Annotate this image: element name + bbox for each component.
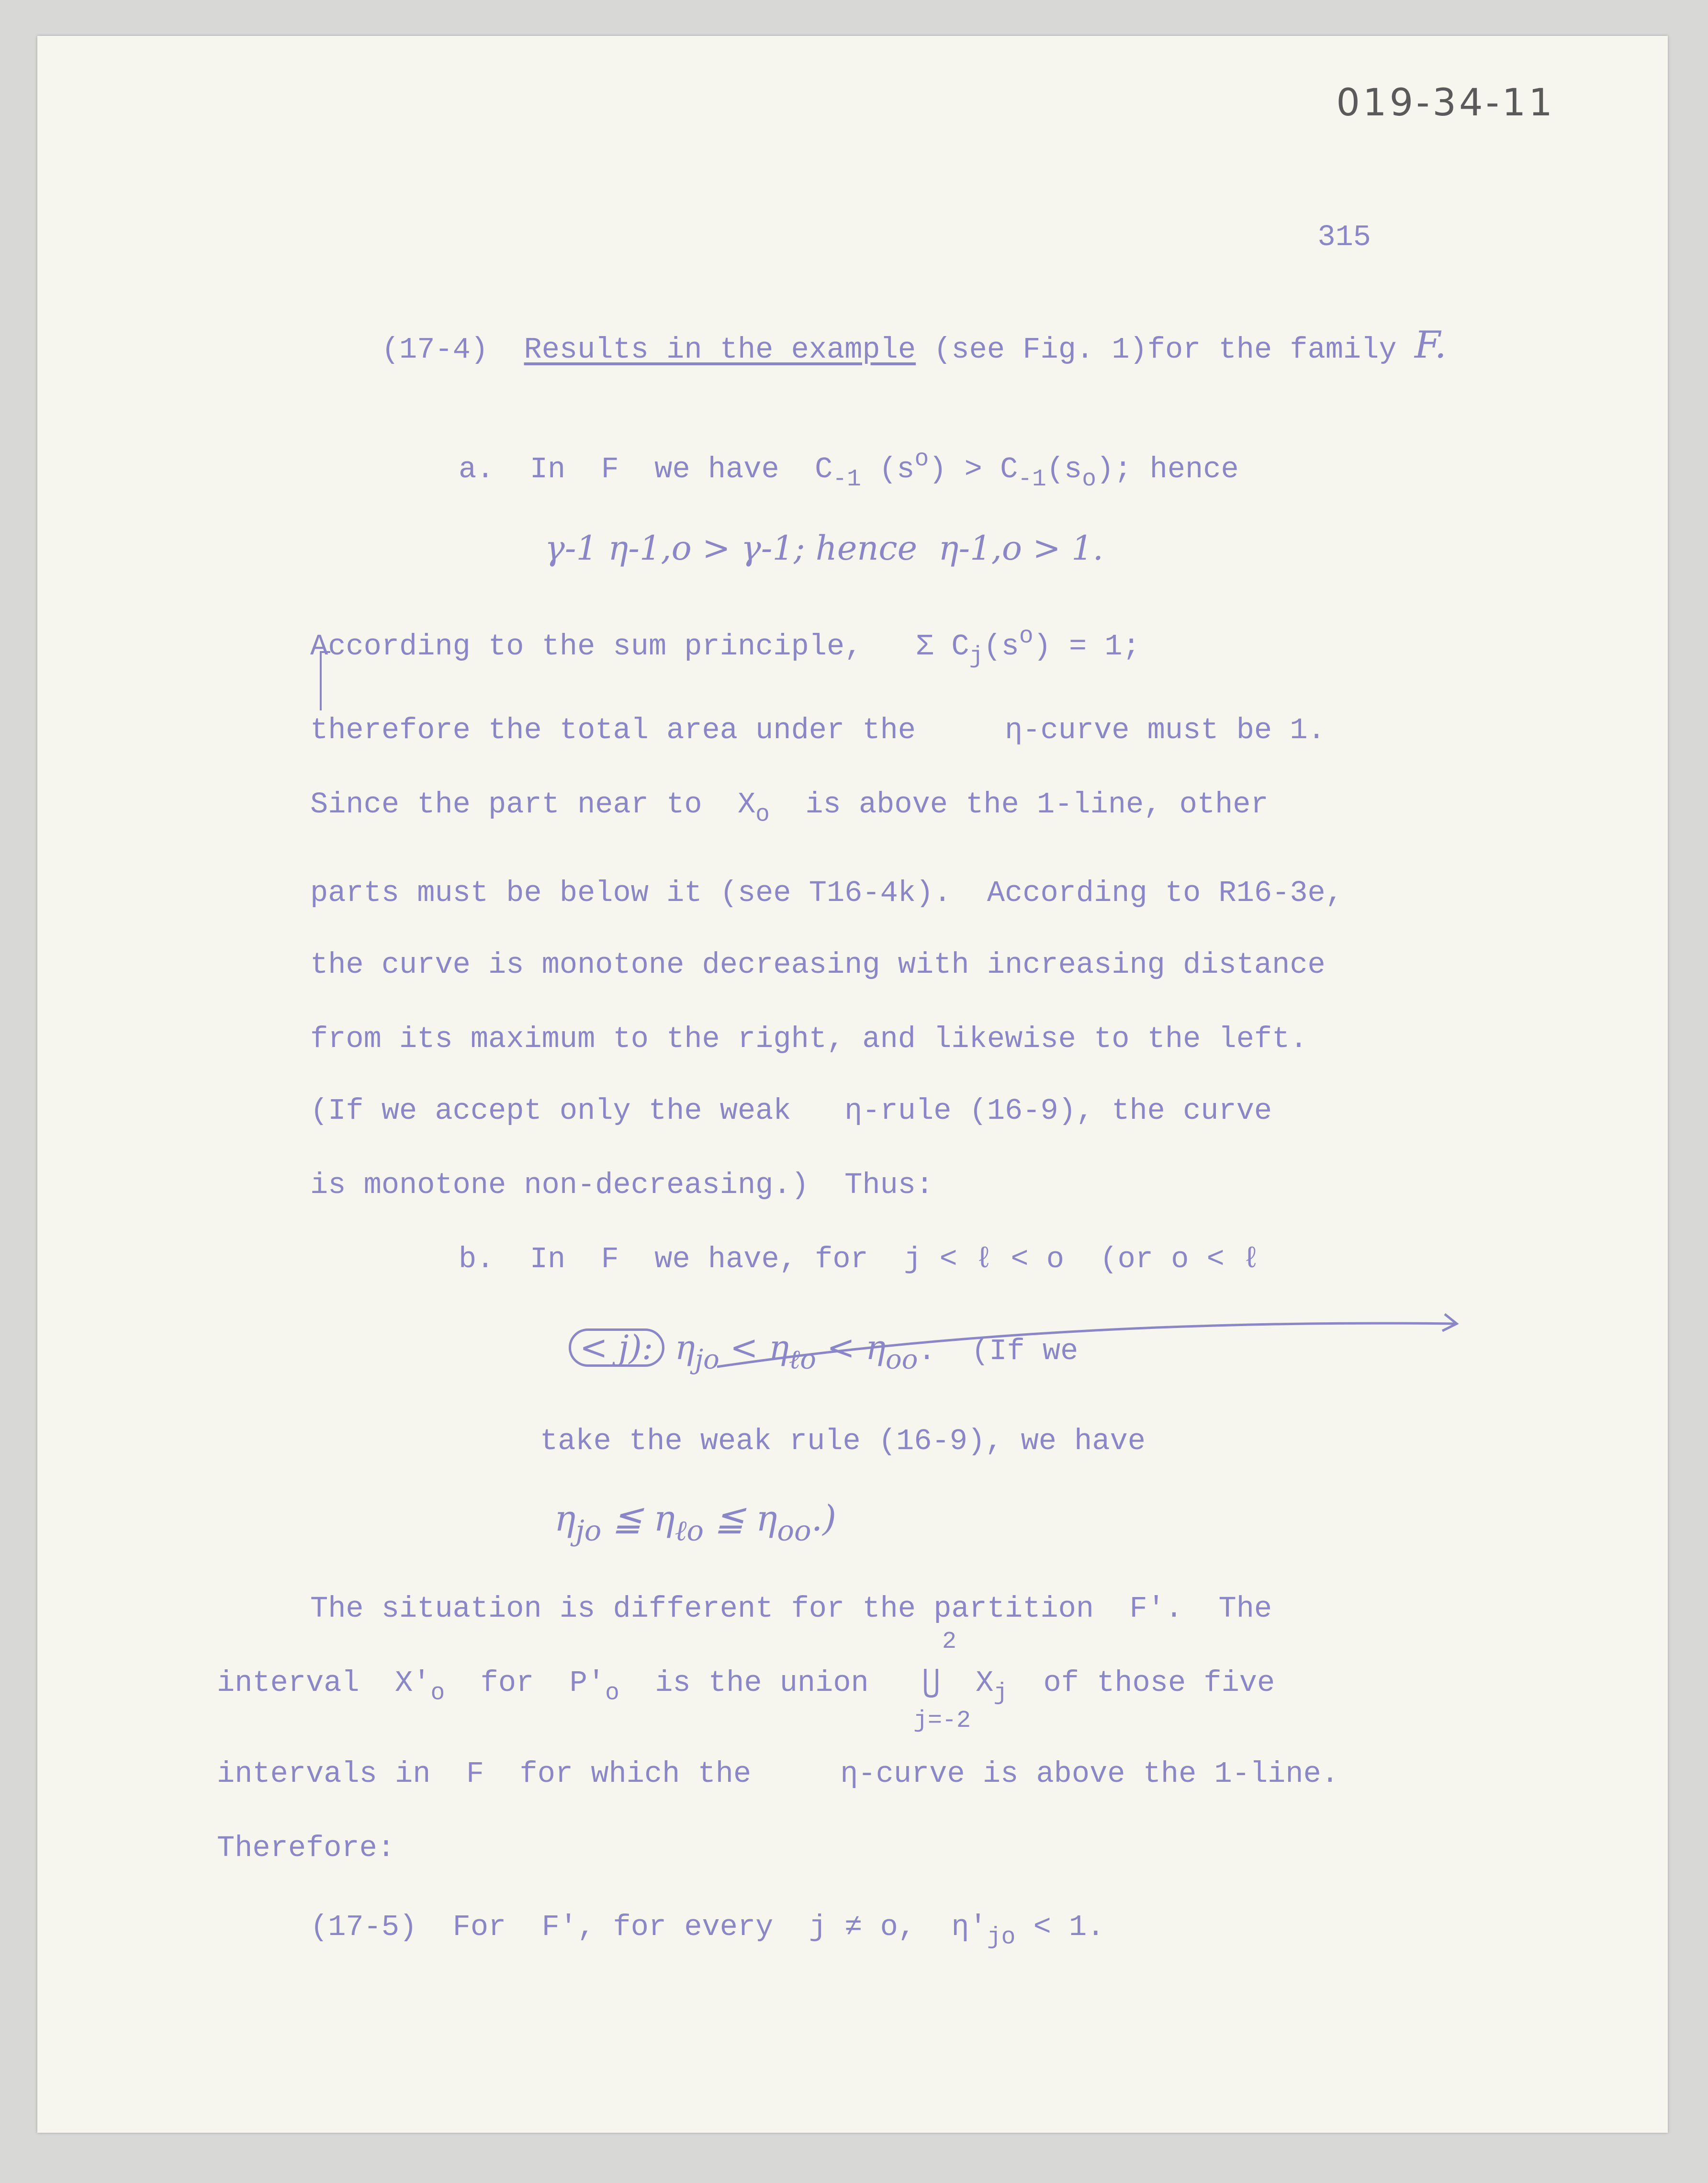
paragraph-line-5: from its maximum to the right, and likewise to the left. (310, 1022, 1308, 1056)
paragraph-line-7: is monotone non-decreasing.) Thus: (310, 1168, 934, 1202)
heading-title: Results in the example (524, 333, 916, 367)
item-b-line1: b. In F we have, for j < ℓ < o (or o < ℓ (459, 1242, 1260, 1276)
item-b-line3: take the weak rule (16-9), we have (540, 1424, 1146, 1458)
paragraph-line-3: parts must be below it (see T16-4k). According to R16-3e, (310, 876, 1343, 910)
paragraph-line-2: Since the part near to $X_o$ is above the 1-line, other (310, 788, 1269, 828)
item-a-line2: γ-1 η-1,o > γ-1; hence η-1,o > 1. (545, 529, 1103, 568)
sum-principle-line: According to the sum principle, Σ $C_j(s^o) = 1$; (310, 623, 1140, 670)
document-page (37, 36, 1668, 2133)
partition-line-3: intervals in F for which the η-curve is above the 1-line. (217, 1757, 1339, 1791)
archive-number: 019-34-11 (1336, 81, 1555, 124)
item-a-line1: a. In F we have $C_{-1}$ $(s^o) > C_{-1}(s_o)$; hence (459, 446, 1239, 493)
paragraph-line-1: therefore the total area under the η-curve must be 1. (310, 713, 1326, 747)
union-subscript: j=-2 (913, 1707, 971, 1734)
circled-insert: < j): (569, 1328, 664, 1367)
partition-line-1: The situation is different for the partition F'. The (310, 1592, 1272, 1626)
paragraph-line-4: the curve is monotone decreasing with increasing distance (310, 948, 1326, 982)
heading-label: (17-4) (381, 333, 489, 367)
partition-line-2: interval $X'_o$ for $P'_o$ is the union ⋃ $X_j$ of those five (217, 1666, 1275, 1707)
page-number: 315 (1317, 220, 1371, 254)
heading-rest: (see Fig. 1)for the family (933, 333, 1397, 367)
partition-line-4: Therefore: (217, 1831, 395, 1865)
paragraph-line-6: (If we accept only the weak η-rule (16-9), the curve (310, 1094, 1272, 1128)
section-heading (310, 297, 1447, 394)
union-superscript: 2 (942, 1628, 957, 1655)
item-b-line4: $\eta_{jo}$ ≦ $\eta_{\ell o}$ ≦ $\eta_{oo}$.) (554, 1498, 837, 1547)
item-b-line2: < j): $\eta_{jo} < \eta_{\ell o} < \eta_{oo}$. (If we (569, 1328, 1078, 1373)
result-17-5: (17-5) For F', for every j ≠ o, $\eta'_{jo} < 1$. (310, 1910, 1105, 1951)
heading-family: F. (1414, 324, 1447, 367)
